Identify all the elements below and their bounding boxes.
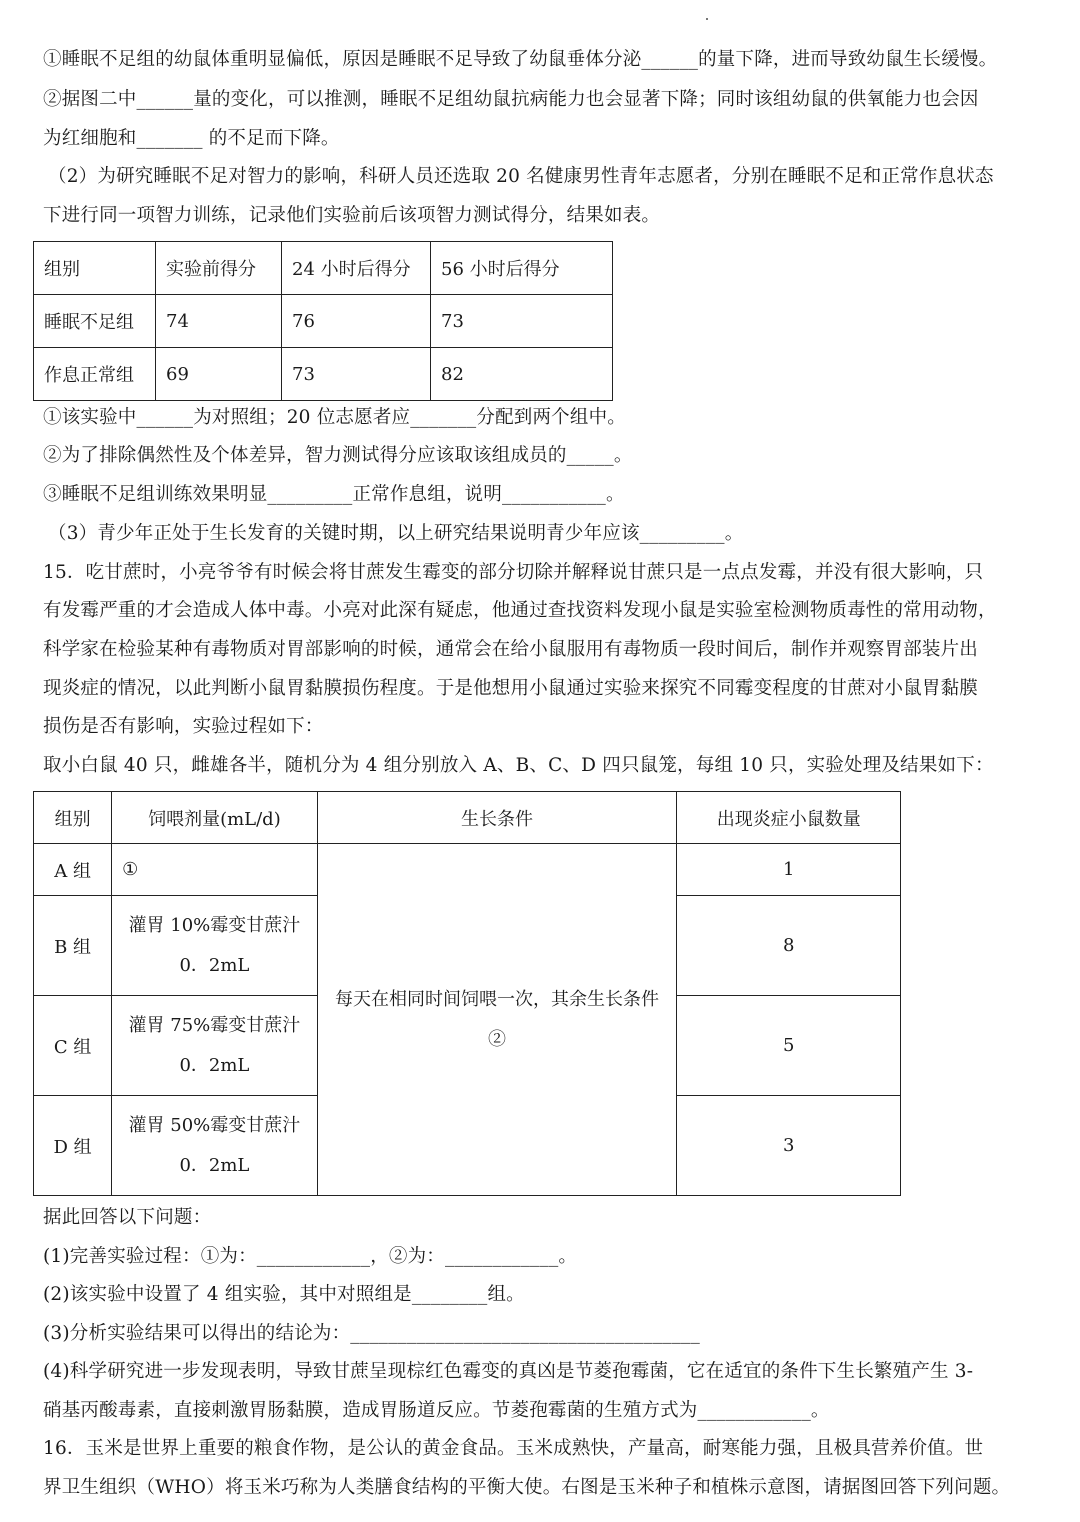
question-text-line: 16．玉米是世界上重要的粮食作物，是公认的黄金食品。玉米成熟快，产量高，耐寒能力强，且极具营养价值。世 xyxy=(43,1438,984,1459)
table-row xyxy=(34,295,613,348)
question-text-line: ②据图二中______量的变化，可以推测，睡眠不足组幼鼠抗病能力也会显著下降；同时该组幼鼠的供氧能力也会因 xyxy=(43,89,979,110)
score-table xyxy=(33,241,613,401)
table-header-row xyxy=(34,242,613,295)
question-text-line: 界卫生组织（WHO）将玉米巧称为人类膳食结构的平衡大使。右图是玉米种子和植株示意图，请据图回答下列问题。 xyxy=(43,1477,1011,1498)
table-cell: 8 xyxy=(677,896,901,996)
table-row xyxy=(34,348,613,401)
question-text-line: （2）为研究睡眠不足对智力的影响，科研人员还选取 20 名健康男性青年志愿者，分别在睡眠不足和正常作息状态 xyxy=(48,166,994,187)
table-header-cell: 饲喂剂量(mL/d) xyxy=(112,792,317,844)
table-cell xyxy=(112,896,317,996)
table-cell: 69 xyxy=(156,348,282,401)
table-cell: ① xyxy=(112,844,317,896)
question-text-line: （3）青少年正处于生长发育的关键时期，以上研究结果说明青少年应该_________。 xyxy=(48,523,744,544)
question-text-line: ③睡眠不足组训练效果明显_________正常作息组，说明___________。 xyxy=(43,484,625,505)
question-text-line: 下进行同一项智力训练，记录他们实验前后该项智力测试得分，结果如表。 xyxy=(43,205,661,226)
question-text-line: 科学家在检验某种有毒物质对胃部影响的时候，通常会在给小鼠服用有毒物质一段时间后，制作并观察胃部装片出 xyxy=(43,639,979,660)
table-header-cell: 组别 xyxy=(34,792,112,844)
table-row xyxy=(34,844,901,896)
question-text-line: ①睡眠不足组的幼鼠体重明显偏低，原因是睡眠不足导致了幼鼠垂体分泌______的量下降，进而导致幼鼠生长缓慢。 xyxy=(43,49,998,70)
table-cell: 作息正常组 xyxy=(34,348,156,401)
table-cell: 1 xyxy=(677,844,901,896)
question-text-line: 现炎症的情况，以此判断小鼠胃黏膜损伤程度。于是他想用小鼠通过实验来探究不同霉变程度的甘蔗对小鼠胃黏膜 xyxy=(43,678,979,699)
dose-text: 灌胃 10%霉变甘蔗汁 xyxy=(128,914,301,936)
dose-volume: 0．2mL xyxy=(179,1054,250,1076)
table-cell: D 组 xyxy=(34,1096,112,1196)
table-cell: 73 xyxy=(282,348,431,401)
question-text-line: ①该实验中______为对照组；20 位志愿者应_______分配到两个组中。 xyxy=(43,407,626,428)
table-header-cell: 生长条件 xyxy=(317,792,677,844)
table-header-row xyxy=(34,792,901,844)
scan-speck xyxy=(706,18,708,20)
question-text-line: 损伤是否有影响，实验过程如下： xyxy=(43,716,324,737)
growth-condition-cell: 每天在相同时间饲喂一次，其余生长条件② xyxy=(317,844,677,1196)
question-text-line: 有发霉严重的才会造成人体中毒。小亮对此深有疑虑，他通过查找资料发现小鼠是实验室检测物质毒性的常用动物， xyxy=(43,600,997,621)
dose-volume: 0．2mL xyxy=(179,1154,250,1176)
table-header-cell: 24 小时后得分 xyxy=(282,242,431,295)
table-header-cell: 实验前得分 xyxy=(156,242,282,295)
table-header-cell: 56 小时后得分 xyxy=(431,242,613,295)
table-cell: 74 xyxy=(156,295,282,348)
question-text-line: 硝基丙酸毒素，直接刺激胃肠黏膜，造成胃肠道反应。节菱孢霉菌的生殖方式为____________。 xyxy=(43,1400,830,1421)
dose-volume: 0．2mL xyxy=(179,954,250,976)
question-text-line: (4)科学研究进一步发现表明，导致甘蔗呈现棕红色霉变的真凶是节菱孢霉菌，它在适宜的条件下生长繁殖产生 3- xyxy=(43,1361,974,1382)
table-cell: C 组 xyxy=(34,996,112,1096)
experiment-table xyxy=(33,791,901,1196)
table-cell: 73 xyxy=(431,295,613,348)
table-cell: 82 xyxy=(431,348,613,401)
dose-text: 灌胃 75%霉变甘蔗汁 xyxy=(128,1014,301,1036)
table-header-cell: 出现炎症小鼠数量 xyxy=(677,792,901,844)
question-text-line: 15．吃甘蔗时，小亮爷爷有时候会将甘蔗发生霉变的部分切除并解释说甘蔗只是一点点发霉，并没有很大影响，只 xyxy=(43,562,984,583)
question-text-line: (3)分析实验结果可以得出的结论为：_____________________________________ xyxy=(43,1323,700,1344)
dose-text: 灌胃 50%霉变甘蔗汁 xyxy=(128,1114,301,1136)
table-cell xyxy=(112,1096,317,1196)
table-cell: 5 xyxy=(677,996,901,1096)
question-text-line: 为红细胞和_______ 的不足而下降。 xyxy=(43,128,340,149)
table-cell xyxy=(112,996,317,1096)
question-text-line: (1)完善实验过程：①为：____________，②为：____________。 xyxy=(43,1246,578,1267)
question-text-line: (2)该实验中设置了 4 组实验，其中对照组是________组。 xyxy=(43,1284,525,1305)
table-cell: A 组 xyxy=(34,844,112,896)
table-cell: 3 xyxy=(677,1096,901,1196)
question-text-line: 取小白鼠 40 只，雌雄各半，随机分为 4 组分别放入 A、B、C、D 四只鼠笼，每组 10 只，实验处理及结果如下： xyxy=(43,755,994,776)
table-cell: B 组 xyxy=(34,896,112,996)
question-text-line: ②为了排除偶然性及个体差异，智力测试得分应该取该组成员的_____。 xyxy=(43,445,633,466)
question-text-line: 据此回答以下问题： xyxy=(43,1207,212,1228)
table-cell: 76 xyxy=(282,295,431,348)
table-cell: 睡眠不足组 xyxy=(34,295,156,348)
table-header-cell: 组别 xyxy=(34,242,156,295)
